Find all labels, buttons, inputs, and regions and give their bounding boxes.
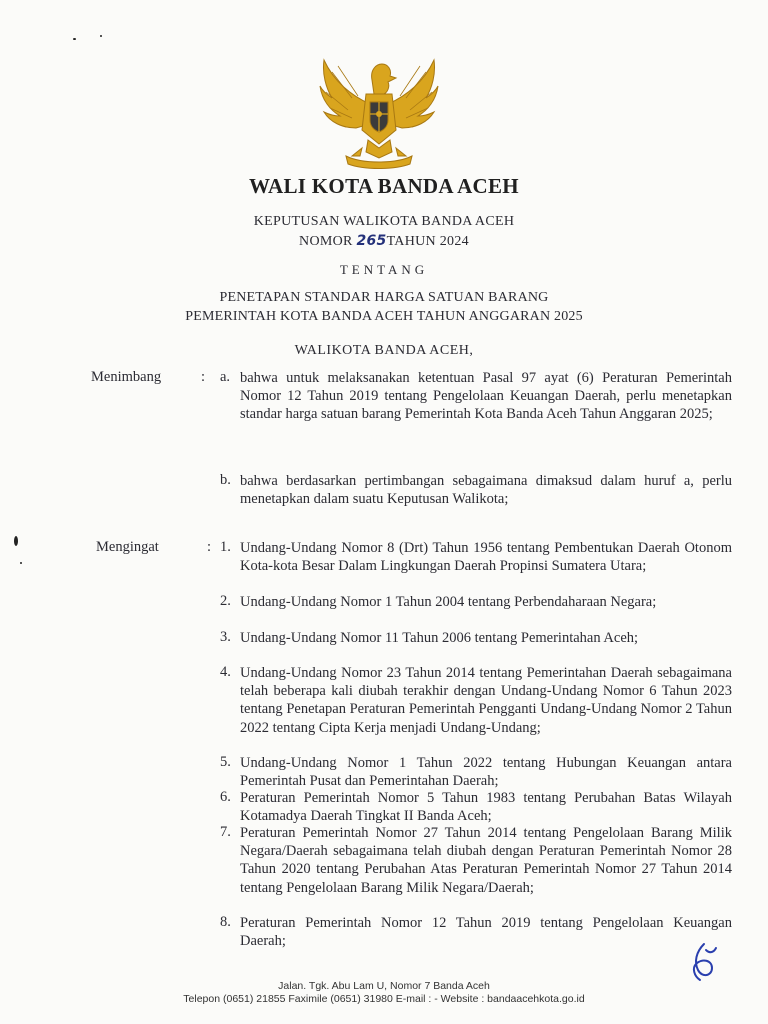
- menimbang-colon: :: [201, 369, 206, 385]
- footer-contact: Telepon (0651) 21855 Faximile (0651) 31980 E-mail : - Website : bandaacehkota.go.id: [183, 993, 585, 1005]
- about-heading: TENTANG: [339, 262, 429, 277]
- decree-heading: KEPUTUSAN WALIKOTA BANDA ACEH: [253, 214, 515, 229]
- mengingat-label: Mengingat: [96, 539, 159, 555]
- issuer-heading: WALIKOTA BANDA ACEH,: [294, 343, 474, 358]
- scan-mark: [73, 38, 76, 40]
- number-prefix: NOMOR: [299, 234, 357, 249]
- mengingat-marker-5: 5.: [220, 754, 231, 770]
- mengingat-item-2: Undang-Undang Nomor 1 Tahun 2004 tentang Perbendaharaan Negara;: [240, 594, 657, 610]
- menimbang-marker-b: b.: [220, 472, 231, 488]
- scan-mark: [20, 562, 22, 564]
- mengingat-item-8: Peraturan Pemerintah Nomor 12 Tahun 2019 tentang Pengelolaan Keuangan Daerah;: [240, 915, 732, 950]
- mengingat-marker-6: 6.: [220, 789, 231, 805]
- decree-number: [0, 233, 768, 250]
- mengingat-item-7: Peraturan Pemerintah Nomor 27 Tahun 2014 tentang Pengelolaan Barang Milik Negara/Daerah sebagaimana telah diubah dengan Peraturan Pemerintah Nomor 28 Tahun 2020 tentang Perubahan Atas Peraturan Pemerintah Nomor 27 Tahun 2014 tentang Pengelolaan Barang Milik Negara/Daerah;: [240, 825, 732, 896]
- mengingat-item-1: Undang-Undang Nomor 8 (Drt) Tahun 1956 tentang Pembentukan Daerah Otonom Kota-kota Besar Dalam Lingkungan Daerah Propinsi Sumatera Utara;: [240, 540, 732, 575]
- menimbang-item-b: bahwa berdasarkan pertimbangan sebagaimana dimaksud dalam huruf a, perlu menetapkan dalam suatu Keputusan Walikota;: [240, 473, 732, 508]
- mengingat-marker-7: 7.: [220, 824, 231, 840]
- mengingat-colon: :: [207, 539, 212, 555]
- scan-mark: [100, 35, 102, 37]
- subject-line-1: PENETAPAN STANDAR HARGA SATUAN BARANG: [219, 290, 549, 305]
- menimbang-label: Menimbang: [91, 369, 162, 385]
- mengingat-marker-2: 2.: [220, 593, 231, 609]
- garuda-emblem-icon: [312, 52, 446, 170]
- mengingat-item-6: Peraturan Pemerintah Nomor 5 Tahun 1983 tentang Perubahan Batas Wilayah Kotamadya Daerah Tingkat II Banda Aceh;: [240, 790, 732, 825]
- document-title: WALI KOTA BANDA ACEH: [249, 174, 519, 198]
- scan-mark: [14, 536, 18, 546]
- footer-address: Jalan. Tgk. Abu Lam U, Nomor 7 Banda Aceh: [278, 980, 490, 992]
- number-suffix: TAHUN 2024: [386, 234, 469, 249]
- subject-line-2: PEMERINTAH KOTA BANDA ACEH TAHUN ANGGARAN 2025: [185, 309, 583, 324]
- handwritten-number: 265: [356, 233, 387, 249]
- menimbang-marker-a: a.: [220, 369, 231, 385]
- mengingat-item-4: Undang-Undang Nomor 23 Tahun 2014 tentang Pemerintahan Daerah sebagaimana telah beberapa kali diubah terakhir dengan Undang-Undang Nomor 6 Tahun 2023 tentang Penetapan Peraturan Pemerintah Pengganti Undang-Undang Nomor 2 Tahun 2022 tentang Cipta Kerja menjadi Undang-Undang;: [240, 665, 732, 736]
- mengingat-marker-3: 3.: [220, 629, 231, 645]
- menimbang-item-a: bahwa untuk melaksanakan ketentuan Pasal 97 ayat (6) Peraturan Pemerintah Nomor 12 Tahun 2019 tentang Pengelolaan Keuangan Daerah, perlu menetapkan standar harga satuan barang Pemerintah Kota Banda Aceh Tahun Anggaran 2025;: [240, 370, 732, 423]
- signature-icon: [686, 940, 726, 984]
- mengingat-marker-8: 8.: [220, 914, 231, 930]
- mengingat-marker-4: 4.: [220, 664, 231, 680]
- mengingat-item-3: Undang-Undang Nomor 11 Tahun 2006 tentang Pemerintahan Aceh;: [240, 630, 639, 646]
- mengingat-marker-1: 1.: [220, 539, 231, 555]
- mengingat-item-5: Undang-Undang Nomor 1 Tahun 2022 tentang Hubungan Keuangan antara Pemerintah Pusat dan Pemerintahan Daerah;: [240, 755, 732, 790]
